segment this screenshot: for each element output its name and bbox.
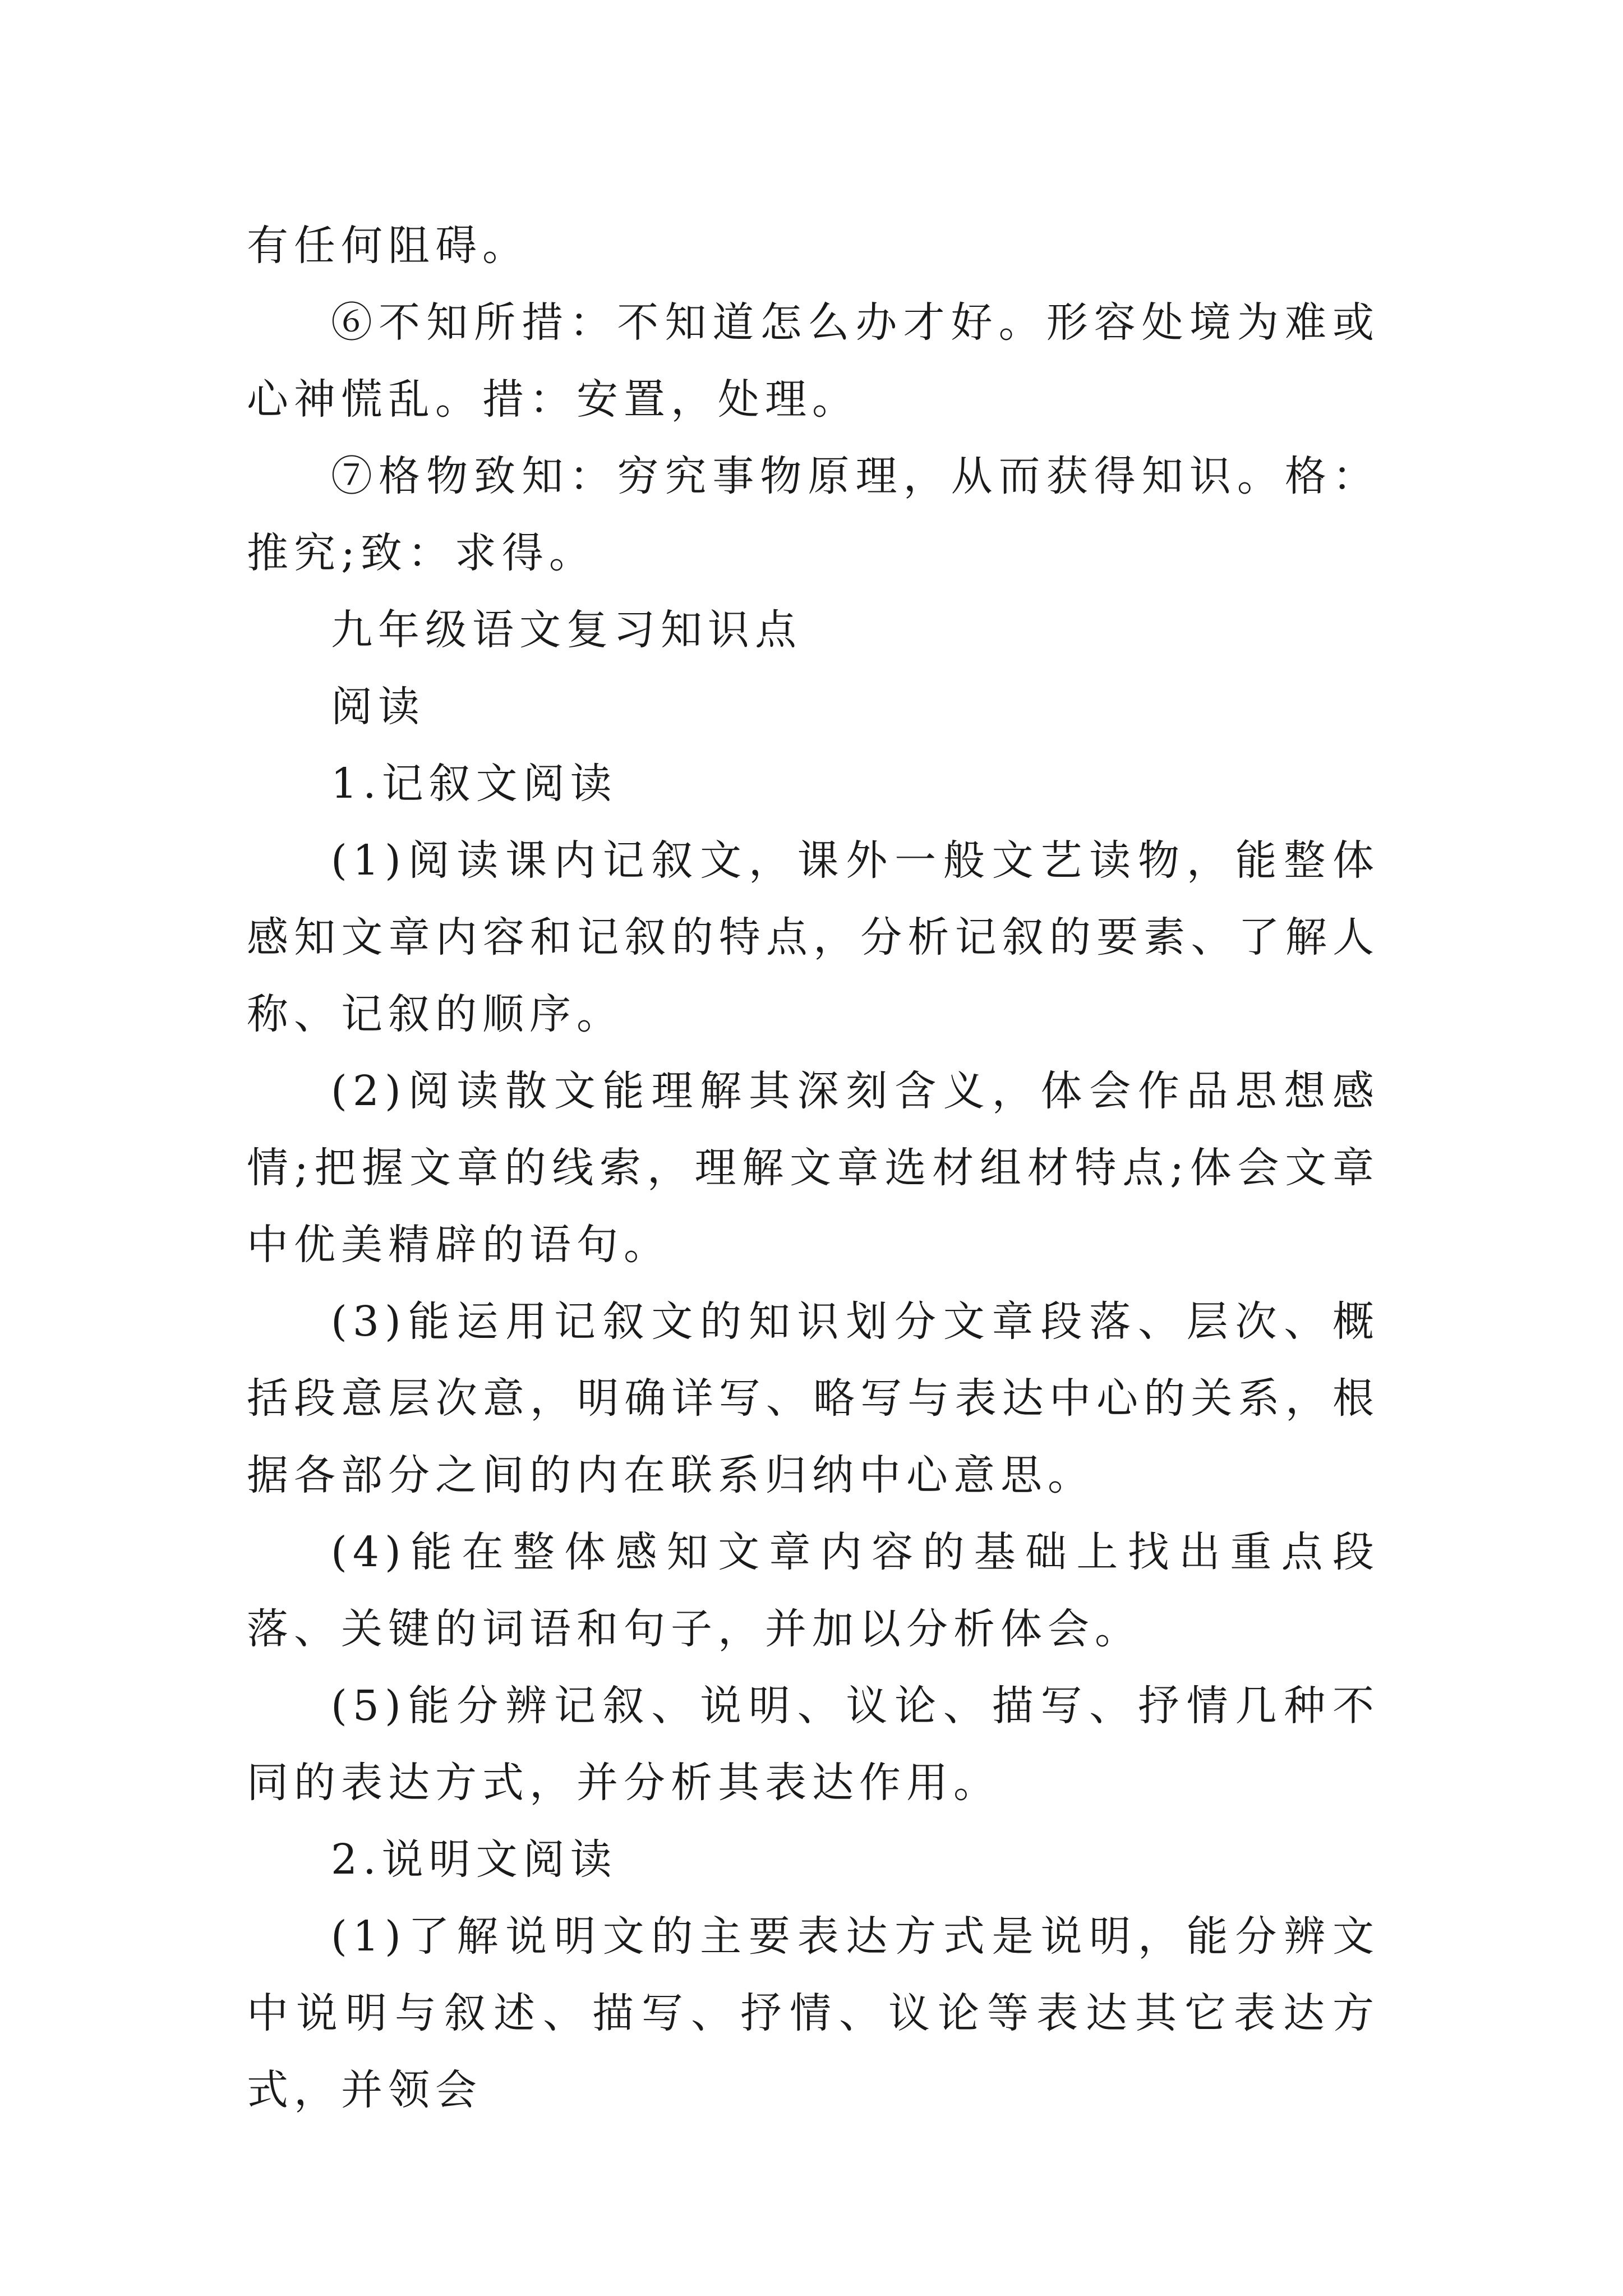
paragraph: 有任何阻碍。: [247, 222, 529, 270]
section-heading: 阅读: [331, 683, 425, 731]
paragraph: (1)了解说明文的主要表达方式是说明，能分辨文中说明与叙述、描写、抒情、议论等表达其它表达方式，并领会: [247, 1912, 1380, 2114]
paragraph: (1)阅读课内记叙文，课外一般文艺读物，能整体感知文章内容和记叙的特点，分析记叙的要素、了解人称、记叙的顺序。: [247, 836, 1380, 1038]
paragraph: (4)能在整体感知文章内容的基础上找出重点段落、关键的词语和句子，并加以分析体会。: [247, 1528, 1380, 1653]
subsection-heading: 2.说明文阅读: [331, 1835, 617, 1884]
paragraph: ⑥不知所措：不知道怎么办才好。形容处境为难或心神慌乱。措：安置，处理。: [247, 298, 1380, 424]
paragraph: (3)能运用记叙文的知识划分文章段落、层次、概括段意层次意，明确详写、略写与表达中心的关系，根据各部分之间的内在联系归纳中心意思。: [247, 1297, 1380, 1499]
section-heading: 九年级语文复习知识点: [331, 606, 802, 654]
paragraph: ⑦格物致知：穷究事物原理，从而获得知识。格：推究;致：求得。: [247, 452, 1380, 577]
document-body: [247, 208, 1380, 2129]
paragraph: (2)阅读散文能理解其深刻含义，体会作品思想感情;把握文章的线索，理解文章选材组材特点;体会文章中优美精辟的语句。: [247, 1067, 1380, 1269]
paragraph: (5)能分辨记叙、说明、议论、描写、抒情几种不同的表达方式，并分析其表达作用。: [247, 1682, 1380, 1807]
subsection-heading: 1.记叙文阅读: [331, 760, 617, 808]
